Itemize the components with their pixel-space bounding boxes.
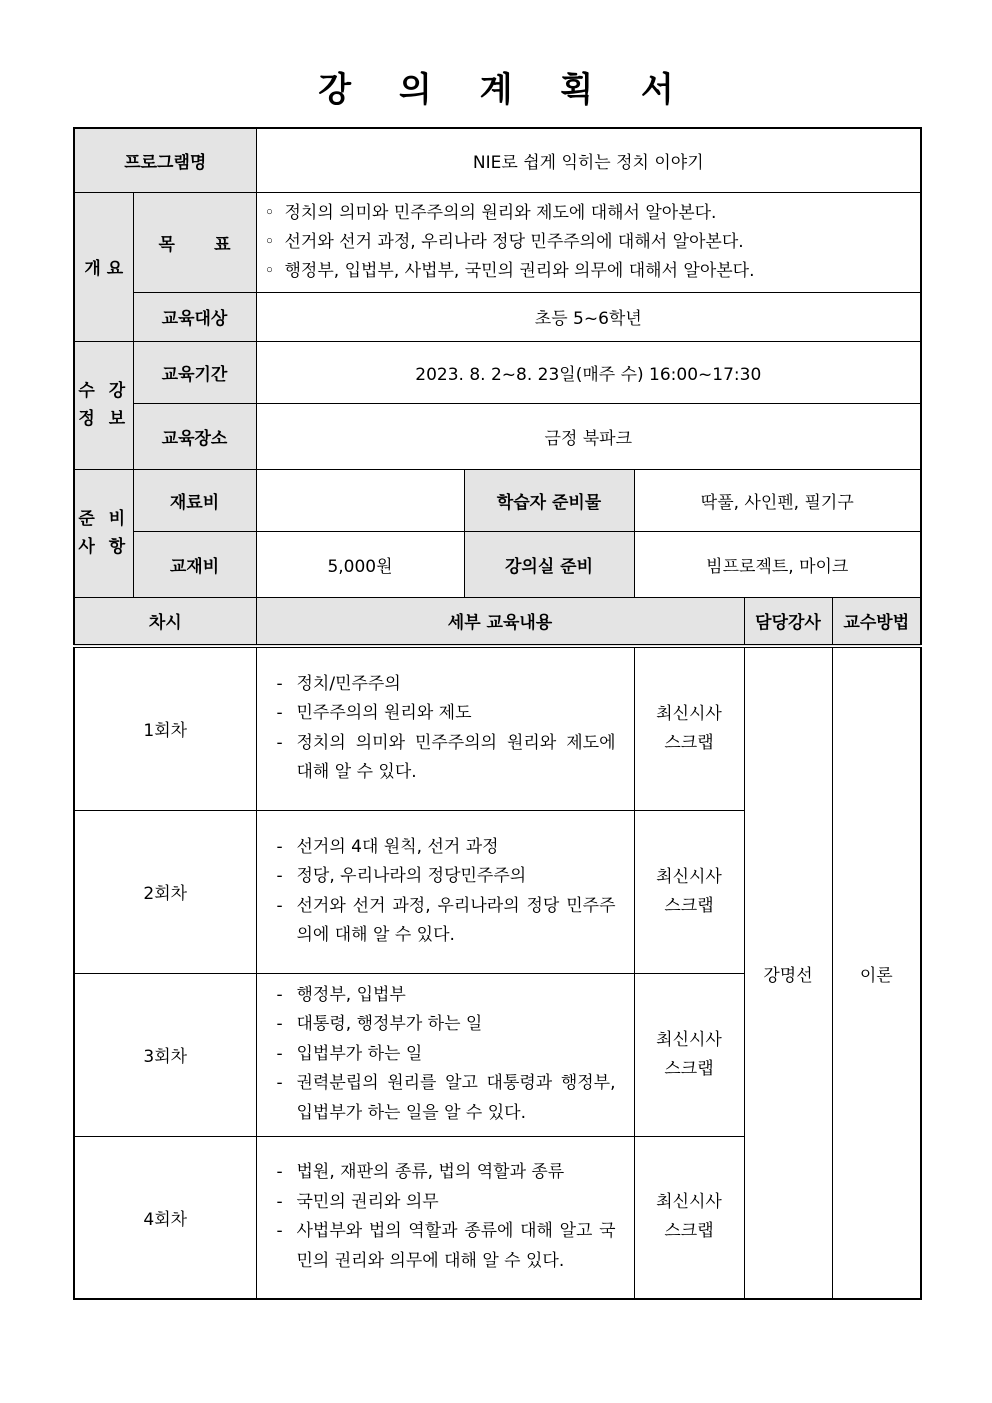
place-row	[74, 403, 921, 469]
session-content	[256, 1136, 634, 1299]
session-material-line2: 스크랩	[664, 1058, 714, 1079]
goal-item: ◦ 정치의 의미와 민주주의의 원리와 제도에 대해서 알아본다.	[265, 199, 921, 228]
program-label: 프로그램명	[74, 128, 256, 192]
textbook-fee-value: 5,000원	[256, 531, 464, 597]
lecture-plan-table	[73, 127, 922, 1300]
session-row	[74, 646, 921, 810]
session-material-line1: 최신시사	[656, 703, 722, 724]
session-name: 2회차	[74, 810, 256, 973]
goal-list-cell	[256, 192, 921, 292]
session-content-item: - 사법부와 법의 역할과 종류에 대해 알고 국민의 권리와 의무에 대해 알 수 있다.	[277, 1217, 616, 1276]
course-info-label-line2: 정 보	[78, 409, 130, 429]
preparation-label-line1: 준 비	[78, 509, 130, 529]
learner-prep-value: 딱풀, 사인펜, 필기구	[634, 469, 921, 531]
session-material	[634, 810, 744, 973]
session-header: 차시	[74, 597, 256, 646]
prep-row-2	[74, 531, 921, 597]
preparation-label-line2: 사 항	[78, 537, 130, 557]
preparation-label	[74, 469, 133, 597]
textbook-fee-label: 교재비	[133, 531, 256, 597]
session-content-item: - 정치의 의미와 민주주의의 원리와 제도에 대해 알 수 있다.	[277, 729, 616, 788]
session-material-line1: 최신시사	[656, 866, 722, 887]
goal-label: 목 표	[133, 192, 256, 292]
session-content-item: - 국민의 권리와 의무	[277, 1188, 616, 1218]
teaching-method: 이론	[832, 646, 921, 1299]
period-value: 2023. 8. 2~8. 23일(매주 수) 16:00~17:30	[256, 341, 921, 403]
classroom-prep-label: 강의실 준비	[464, 531, 634, 597]
session-content	[256, 646, 634, 810]
course-info-label	[74, 341, 133, 469]
session-content-item: - 행정부, 입법부	[277, 981, 616, 1011]
session-content-item: - 법원, 재판의 종류, 법의 역할과 종류	[277, 1158, 616, 1188]
place-value: 금정 북파크	[256, 403, 921, 469]
target-label: 교육대상	[133, 292, 256, 341]
period-row	[74, 341, 921, 403]
session-material	[634, 1136, 744, 1299]
session-name: 1회차	[74, 646, 256, 810]
material-fee-value	[256, 469, 464, 531]
session-material	[634, 646, 744, 810]
target-value: 초등 5~6학년	[256, 292, 921, 341]
prep-row-1	[74, 469, 921, 531]
session-material-line2: 스크랩	[664, 895, 714, 916]
period-label: 교육기간	[133, 341, 256, 403]
session-material-line1: 최신시사	[656, 1029, 722, 1050]
place-label: 교육장소	[133, 403, 256, 469]
target-row	[74, 292, 921, 341]
session-name: 4회차	[74, 1136, 256, 1299]
session-content-item: - 선거와 선거 과정, 우리나라의 정당 민주주의에 대해 알 수 있다.	[277, 892, 616, 951]
session-content-item: - 정당, 우리나라의 정당민주주의	[277, 862, 616, 892]
session-content	[256, 810, 634, 973]
session-content-item: - 대통령, 행정부가 하는 일	[277, 1010, 616, 1040]
schedule-header-row	[74, 597, 921, 646]
content-header: 세부 교육내용	[256, 597, 744, 646]
program-value: NIE로 쉽게 익히는 정치 이야기	[256, 128, 921, 192]
instructor-name: 강명선	[744, 646, 832, 1299]
session-content-item: - 민주주의의 원리와 제도	[277, 699, 616, 729]
classroom-prep-value: 빔프로젝트, 마이크	[634, 531, 921, 597]
goal-item: ◦ 행정부, 입법부, 사법부, 국민의 권리와 의무에 대해서 알아본다.	[265, 257, 921, 286]
material-fee-label: 재료비	[133, 469, 256, 531]
session-name: 3회차	[74, 973, 256, 1136]
overview-label: 개 요	[74, 192, 133, 341]
learner-prep-label: 학습자 준비물	[464, 469, 634, 531]
session-content-item: - 정치/민주주의	[277, 670, 616, 700]
session-material-line2: 스크랩	[664, 1221, 714, 1242]
method-header: 교수방법	[832, 597, 921, 646]
session-content	[256, 973, 634, 1136]
course-info-label-line1: 수 강	[78, 381, 130, 401]
session-material-line2: 스크랩	[664, 732, 714, 753]
document-title: 강 의 계 획 서	[318, 70, 692, 110]
session-content-item: - 선거의 4대 원칙, 선거 과정	[277, 833, 616, 863]
goal-row	[74, 192, 921, 292]
goal-item: ◦ 선거와 선거 과정, 우리나라 정당 민주주의에 대해서 알아본다.	[265, 228, 921, 257]
session-content-item: - 권력분립의 원리를 알고 대통령과 행정부, 입법부가 하는 일을 알 수 있다.	[277, 1069, 616, 1128]
instructor-header: 담당강사	[744, 597, 832, 646]
session-material	[634, 973, 744, 1136]
session-material-line1: 최신시사	[656, 1192, 722, 1213]
program-row	[74, 128, 921, 192]
goal-list	[257, 199, 921, 286]
session-content-item: - 입법부가 하는 일	[277, 1040, 616, 1070]
